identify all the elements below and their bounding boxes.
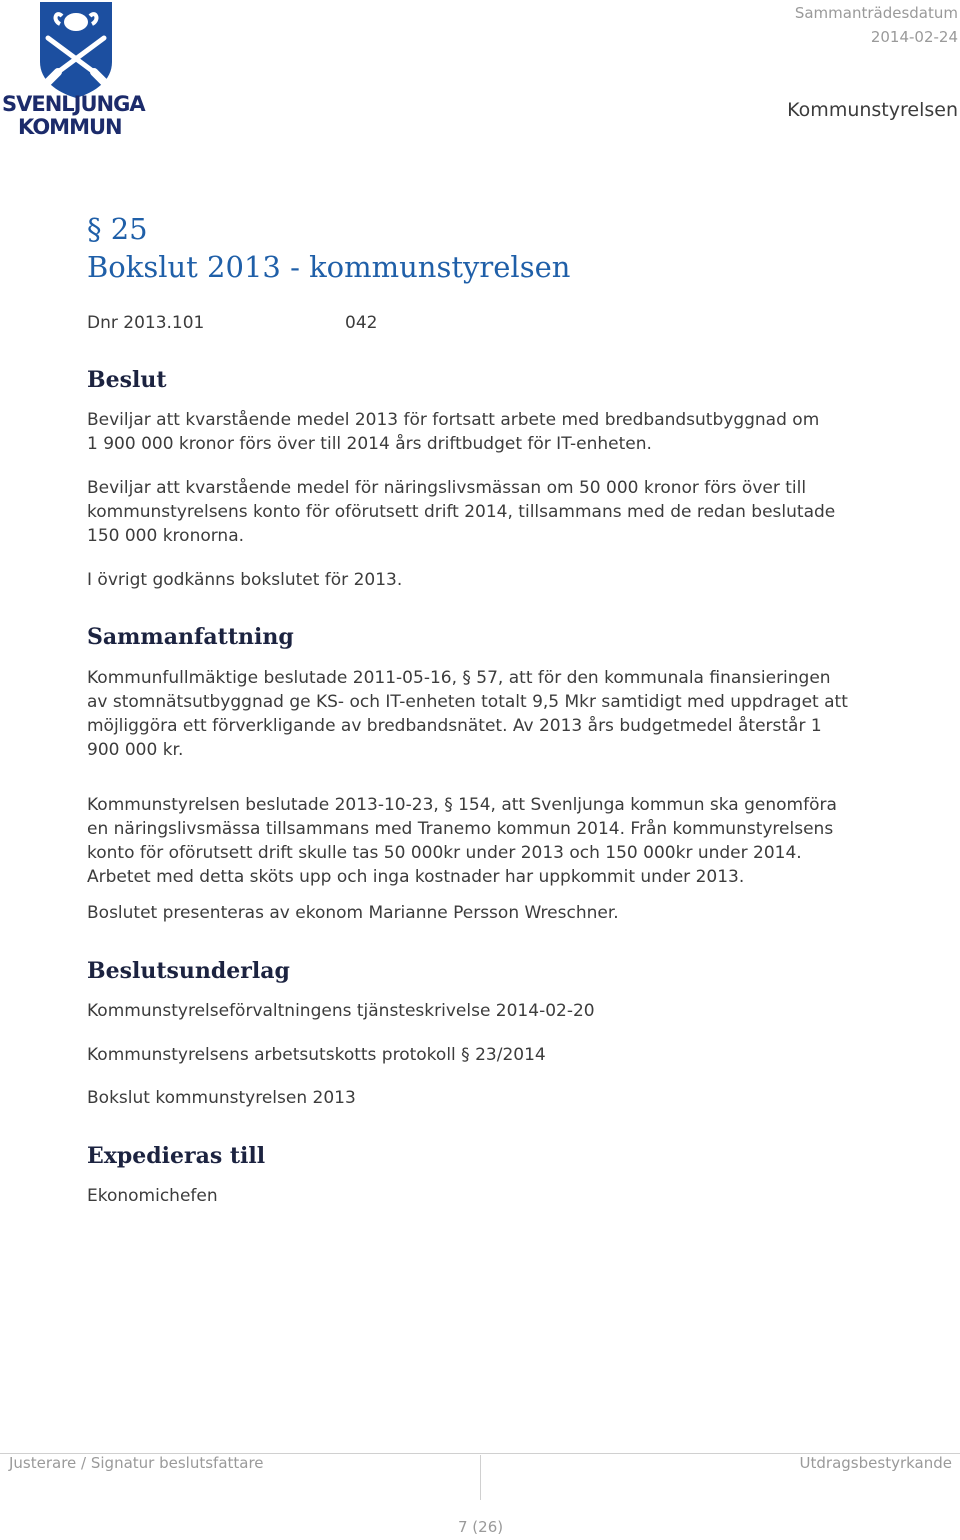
beslut-heading: Beslut xyxy=(87,367,167,393)
sammanfattning-p1-line3: möjliggöra ett förverkligande av bredbandsnätet. Av 2013 års budgetmedel återstår 1 xyxy=(87,716,822,736)
sammanfattning-p2-line4: Arbetet med detta sköts upp och inga kostnader har uppkommit under 2013. xyxy=(87,867,745,887)
logo-text-line1: SVENLJUNGA xyxy=(2,92,145,116)
beslutsunderlag-item: Kommunstyrelsens arbetsutskotts protokoll § 23/2014 xyxy=(87,1045,546,1065)
sammanfattning-p3: Boslutet presenteras av ekonom Marianne Persson Wreschner. xyxy=(87,903,619,923)
footer-certification-label: Utdragsbestyrkande xyxy=(799,1454,952,1472)
beslut-p1-line2: 1 900 000 kronor förs över till 2014 års driftbudget för IT-enheten. xyxy=(87,434,652,454)
organ-name: Kommunstyrelsen xyxy=(787,99,958,121)
beslut-p1-line1: Beviljar att kvarstående medel 2013 för fortsatt arbete med bredbandsutbyggnad om xyxy=(87,410,820,430)
footer-signature-label: Justerare / Signatur beslutsfattare xyxy=(9,1454,264,1472)
section-number: § 25 xyxy=(87,212,148,246)
sammanfattning-p2-line3: konto för oförutsett drift skulle tas 50 000kr under 2013 och 150 000kr under 2014. xyxy=(87,843,802,863)
footer-vertical-divider xyxy=(480,1455,481,1500)
beslut-p3: I övrigt godkänns bokslutet för 2013. xyxy=(87,570,403,590)
beslutsunderlag-item: Bokslut kommunstyrelsen 2013 xyxy=(87,1088,356,1108)
sammanfattning-p1-line4: 900 000 kr. xyxy=(87,740,184,760)
dnr-code: 042 xyxy=(345,313,378,333)
expedieras-heading: Expedieras till xyxy=(87,1143,266,1169)
meeting-date: 2014-02-24 xyxy=(870,28,958,46)
expedieras-item: Ekonomichefen xyxy=(87,1186,218,1206)
page-number: 7 (26) xyxy=(458,1518,504,1536)
beslut-p2-line2: kommunstyrelsens konto för oförutsett drift 2014, tillsammans med de redan beslutade xyxy=(87,502,836,522)
beslut-p2-line1: Beviljar att kvarstående medel för näringslivsmässan om 50 000 kronor förs över till xyxy=(87,478,807,498)
sammanfattning-p2-line2: en näringslivsmässa tillsammans med Tranemo kommun 2014. Från kommunstyrelsens xyxy=(87,819,834,839)
page-title: Bokslut 2013 - kommunstyrelsen xyxy=(87,250,571,284)
beslutsunderlag-item: Kommunstyrelseförvaltningens tjänsteskrivelse 2014-02-20 xyxy=(87,1001,595,1021)
beslutsunderlag-heading: Beslutsunderlag xyxy=(87,958,290,984)
logo-text-line2: KOMMUN xyxy=(18,115,122,139)
dnr-label: Dnr 2013.101 xyxy=(87,313,205,333)
sammanfattning-p2-line1: Kommunstyrelsen beslutade 2013-10-23, § 154, att Svenljunga kommun ska genomföra xyxy=(87,795,837,815)
municipality-logo xyxy=(0,0,156,146)
sammanfattning-p1-line2: av stomnätsutbyggnad ge KS- och IT-enheten totalt 9,5 Mkr samtidigt med uppdraget att xyxy=(87,692,848,712)
beslut-p2-line3: 150 000 kronorna. xyxy=(87,526,245,546)
meeting-date-label: Sammanträdesdatum xyxy=(794,4,958,22)
sammanfattning-heading: Sammanfattning xyxy=(87,624,294,650)
sammanfattning-p1-line1: Kommunfullmäktige beslutade 2011-05-16, § 57, att för den kommunala finansieringen xyxy=(87,668,831,688)
